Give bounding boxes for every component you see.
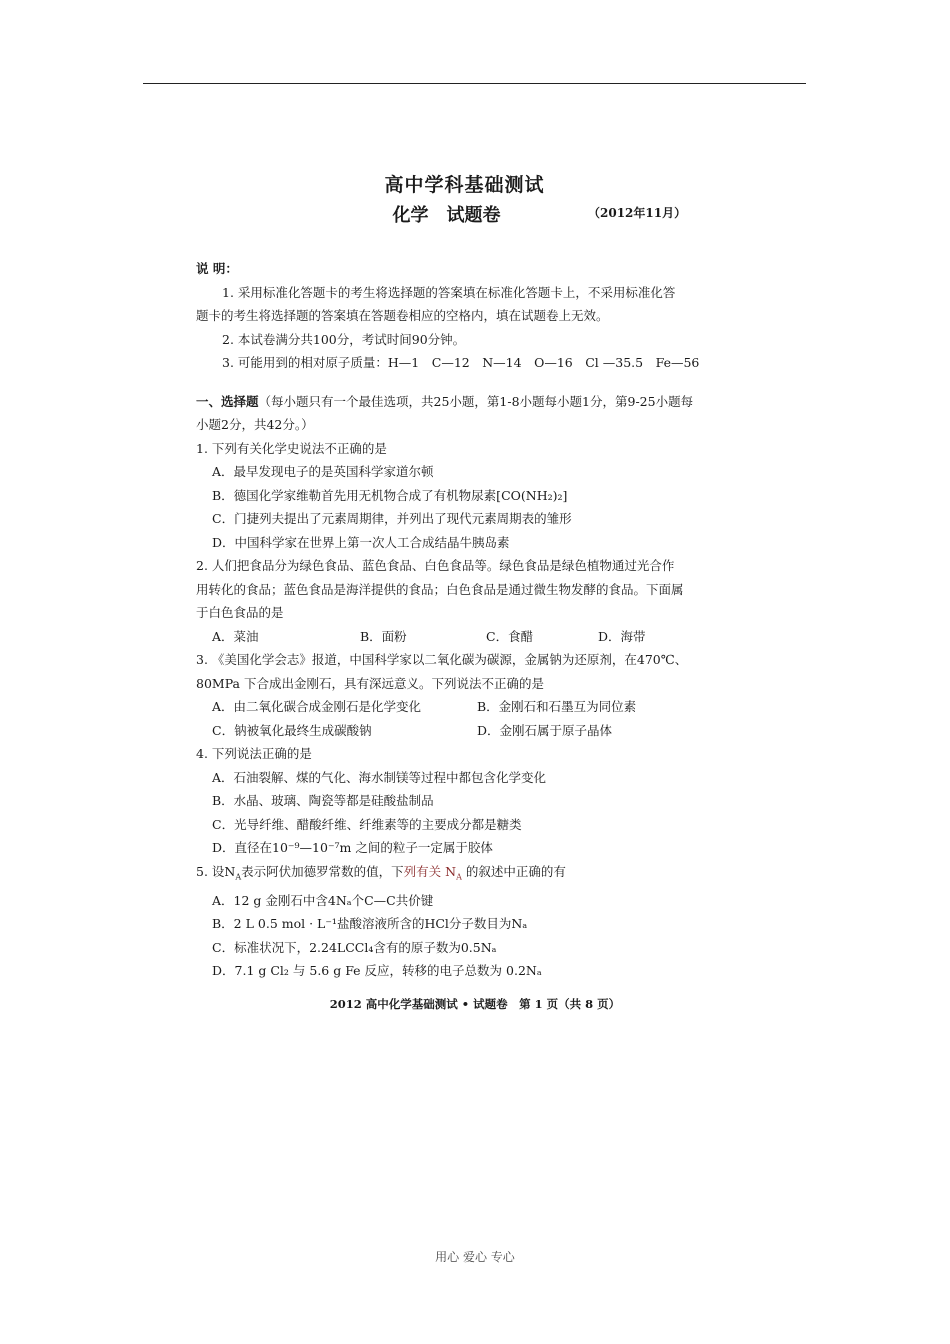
bottom-note: 用心 爱心 专心 bbox=[435, 1250, 515, 1264]
q5-stem-red: 列有关 N bbox=[403, 863, 457, 879]
q4-option-a: A．石油裂解、煤的气化、海水制镁等过程中都包含化学变化 bbox=[212, 769, 547, 785]
q4-stem: 4. 下列说法正确的是 bbox=[196, 746, 312, 761]
q5-stem bbox=[196, 860, 741, 889]
exam-date: （2012年11月） bbox=[588, 206, 687, 220]
note-1b: 题卡的考生将选择题的答案填在答题卷相应的空格内，填在试题卷上无效。 bbox=[196, 308, 609, 323]
q5-option-d: D．7.1 g Cl₂ 与 5.6 g Fe 反应，转移的电子总数为 0.2Nₐ bbox=[212, 963, 542, 978]
note-1a: 1. 采用标准化答题卡的考生将选择题的答案填在标准化答题卡上，不采用标准化答 bbox=[222, 284, 676, 300]
q5-stem-sub: A bbox=[235, 872, 242, 881]
q4-option-b: B．水晶、玻璃、陶瓷等都是硅酸盐制品 bbox=[212, 793, 434, 808]
q5-stem-mid: 表示阿伏加德罗常数的值，下 bbox=[241, 863, 404, 879]
q5-stem-pre: 5. 设N bbox=[196, 863, 236, 879]
exam-title: 高中学科基础测试 bbox=[384, 174, 545, 196]
q1-stem: 1. 下列有关化学史说法不正确的是 bbox=[196, 440, 387, 456]
q4-option-d: D．直径在10⁻⁹—10⁻⁷m 之间的粒子一定属于胶体 bbox=[212, 840, 493, 855]
q2-option-b: B．面粉 bbox=[360, 628, 407, 644]
exam-page bbox=[196, 170, 741, 983]
q2-option-c: C．食醋 bbox=[486, 628, 534, 644]
section-1-desc-a: （每小题只有一个最佳选项，共25小题，第1-8小题每小题1分，第9-25小题每 bbox=[258, 393, 694, 409]
q2-option-d: D．海带 bbox=[598, 628, 646, 644]
q3-option-b: B．金刚石和石墨互为同位素 bbox=[477, 699, 637, 714]
q3-option-c: C．钠被氧化最终生成碳酸钠 bbox=[212, 722, 372, 738]
q2-options bbox=[196, 625, 741, 649]
q4-option-c: C．光导纤维、醋酸纤维、纤维素等的主要成分都是糖类 bbox=[212, 816, 522, 832]
section-1-heading bbox=[196, 390, 741, 414]
q2-stem-c: 于白色食品的是 bbox=[196, 605, 284, 620]
q5-stem-post: 的叙述中正确的有 bbox=[461, 863, 566, 879]
q3-option-d: D．金刚石属于原子晶体 bbox=[477, 722, 613, 738]
q5-option-a: A．12 g 金刚石中含4Nₐ个C—C共价键 bbox=[212, 892, 434, 908]
q3-options-row2 bbox=[196, 719, 741, 743]
subtitle-text: 化学 试题卷 bbox=[392, 205, 501, 226]
q3-options-row1 bbox=[196, 695, 741, 719]
section-1-label: 一、选择题 bbox=[196, 393, 259, 409]
q1-option-c: C．门捷列夫提出了元素周期律，并列出了现代元素周期表的雏形 bbox=[212, 511, 572, 526]
q5-option-c: C．标准状况下，2.24LCCl₄含有的原子数为0.5Nₐ bbox=[212, 939, 497, 955]
q2-stem-b: 用转化的食品；蓝色食品是海洋提供的食品；白色食品是通过微生物发酵的食品。下面属 bbox=[196, 581, 684, 597]
notes-heading: 说 明： bbox=[196, 261, 238, 276]
q3-stem-b: 80MPa 下合成出金刚石，具有深远意义。下列说法不正确的是 bbox=[196, 675, 544, 691]
q2-option-a: A．菜油 bbox=[212, 628, 259, 644]
q3-stem-a: 3. 《美国化学会志》报道，中国科学家以二氧化碳为碳源，金属钠为还原剂，在470℃、 bbox=[196, 652, 688, 667]
note-3: 3. 可能用到的相对原子质量：H—1 C—12 N—14 O—16 Cl —35.5 Fe—56 bbox=[222, 355, 700, 370]
q1-option-a: A．最早发现电子的是英国科学家道尔顿 bbox=[212, 464, 434, 479]
page-footer: 2012 高中化学基础测试 • 试题卷 第 1 页（共 8 页） bbox=[329, 997, 621, 1011]
top-rule bbox=[143, 83, 806, 84]
q3-option-a: A．由二氧化碳合成金刚石是化学变化 bbox=[212, 699, 422, 714]
q5-stem-red-sub: A bbox=[456, 872, 462, 881]
section-1-desc-b: 小题2分，共42分。） bbox=[196, 417, 314, 432]
exam-subtitle bbox=[196, 201, 741, 227]
q1-option-d: D．中国科学家在世界上第一次人工合成结晶牛胰岛素 bbox=[212, 534, 510, 550]
q2-stem-a: 2. 人们把食品分为绿色食品、蓝色食品、白色食品等。绿色食品是绿色植物通过光合作 bbox=[196, 558, 675, 573]
q1-option-b: B．德国化学家维勒首先用无机物合成了有机物尿素[CO(NH₂)₂] bbox=[212, 487, 568, 503]
q5-option-b: B．2 L 0.5 mol · L⁻¹盐酸溶液所含的HCl分子数目为Nₐ bbox=[212, 916, 528, 931]
note-2: 2. 本试卷满分共100分，考试时间90分钟。 bbox=[222, 331, 466, 347]
